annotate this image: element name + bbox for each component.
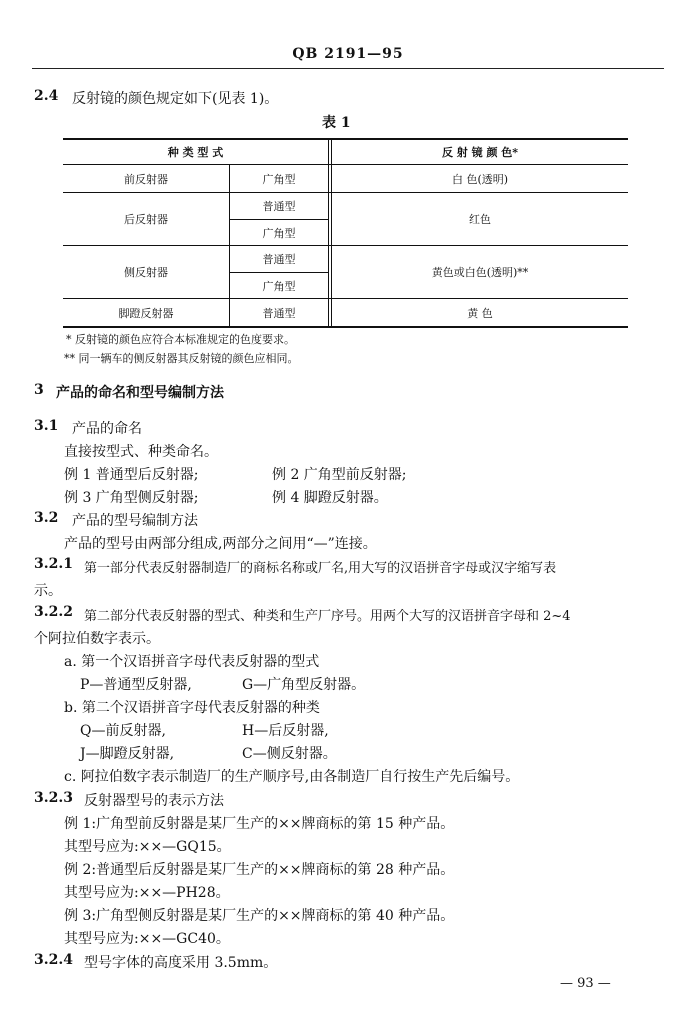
example-1: 例 1 普通型后反射器;	[64, 467, 199, 483]
table-rule	[328, 140, 329, 326]
item-c: c. 阿拉伯数字表示制造厂的生产顺序号,由各制造厂自行按生产先后编号。	[64, 769, 520, 785]
section-3-2-text: 产品的型号由两部分组成,两部分之间用“—”连接。	[64, 536, 377, 552]
item-b: b. 第二个汉语拼音字母代表反射器的种类	[64, 700, 320, 716]
table-header-color: 反 射 镜 颜 色*	[441, 146, 519, 159]
document-code: QB 2191—95	[292, 46, 404, 62]
item-b-q: Q—前反射器,	[80, 723, 166, 739]
model-example-2-model: 其型号应为:××—PH28。	[64, 885, 230, 901]
section-3-2-1-line1: 第一部分代表反射器制造厂的商标名称或厂名,用大写的汉语拼音字母或汉字缩写表	[84, 561, 557, 576]
table-header-type: 种 类 型 式	[167, 146, 224, 159]
section-3-2-2-number: 3.2.2	[34, 604, 73, 620]
section-3-2-3-title: 反射器型号的表示方法	[84, 793, 224, 809]
table-cell-rear-sub2: 广角型	[262, 226, 296, 240]
table-cell-front-color: 白 色(透明)	[451, 172, 509, 186]
section-3-2-3-number: 3.2.3	[34, 790, 73, 806]
table-note-2: ** 同一辆车的侧反射器其反射镜的颜色应相同。	[64, 352, 299, 365]
color-table	[63, 138, 628, 328]
model-example-3: 例 3:广角型侧反射器是某厂生产的××牌商标的第 40 种产品。	[64, 908, 455, 924]
section-3-number: 3	[34, 382, 44, 398]
table-cell-pedal-color: 黄 色	[467, 306, 493, 320]
item-b-c: C—侧反射器。	[242, 746, 337, 762]
section-3-2-number: 3.2	[34, 510, 59, 526]
model-example-3-model: 其型号应为:××—GC40。	[64, 931, 230, 947]
model-example-2: 例 2:普通型后反射器是某厂生产的××牌商标的第 28 种产品。	[64, 862, 455, 878]
model-example-1: 例 1:广角型前反射器是某厂生产的××牌商标的第 15 种产品。	[64, 816, 455, 832]
example-3: 例 3 广角型侧反射器;	[64, 490, 199, 506]
item-a-p: P—普通型反射器,	[80, 677, 192, 693]
model-example-1-model: 其型号应为:××—GQ15。	[64, 839, 231, 855]
section-3-2-2-line2: 个阿拉伯数字表示。	[34, 631, 160, 647]
item-b-h: H—后反射器,	[242, 723, 329, 739]
table-cell-pedal: 脚蹬反射器	[118, 306, 174, 320]
item-b-j: J—脚蹬反射器,	[80, 746, 175, 762]
example-2: 例 2 广角型前反射器;	[272, 467, 407, 483]
section-3-1-text: 直接按型式、种类命名。	[64, 444, 218, 460]
header-rule	[32, 68, 664, 69]
table-caption: 表 1	[322, 115, 351, 131]
section-3-2-1-number: 3.2.1	[34, 556, 73, 572]
section-3-2-title: 产品的型号编制方法	[72, 513, 198, 529]
table-note-1: * 反射镜的颜色应符合本标准规定的色度要求。	[66, 333, 295, 346]
example-4: 例 4 脚蹬反射器。	[272, 490, 388, 506]
table-cell-rear: 后反射器	[124, 213, 168, 226]
section-3-1-number: 3.1	[34, 418, 59, 434]
section-2-4-text: 反射镜的颜色规定如下(见表 1)。	[72, 91, 279, 107]
table-cell-side-sub2: 广角型	[262, 279, 296, 293]
table-cell-front: 前反射器	[124, 172, 168, 186]
table-cell-rear-sub1: 普通型	[262, 200, 296, 213]
section-3-title: 产品的命名和型号编制方法	[56, 385, 224, 401]
table-cell-rear-color: 红色	[469, 213, 491, 226]
table-cell-side-color: 黄色或白色(透明)**	[431, 266, 529, 279]
table-cell-side-sub1: 普通型	[262, 253, 296, 266]
table-cell-side: 侧反射器	[124, 266, 168, 279]
section-3-2-4-text: 型号字体的高度采用 3.5mm。	[84, 955, 278, 971]
section-3-1-title: 产品的命名	[72, 421, 142, 437]
page-number: — 93 —	[560, 976, 611, 991]
section-3-2-2-line1: 第二部分代表反射器的型式、种类和生产厂序号。用两个大写的汉语拼音字母和 2~4	[84, 609, 571, 624]
item-a: a. 第一个汉语拼音字母代表反射器的型式	[64, 654, 320, 670]
item-a-g: G—广角型反射器。	[242, 677, 366, 693]
table-cell-front-sub: 广角型	[262, 172, 296, 186]
section-2-4-number: 2.4	[34, 88, 59, 104]
section-3-2-1-line2: 示。	[34, 583, 62, 599]
section-3-2-4-number: 3.2.4	[34, 952, 73, 968]
table-cell-pedal-sub: 普通型	[262, 306, 296, 320]
